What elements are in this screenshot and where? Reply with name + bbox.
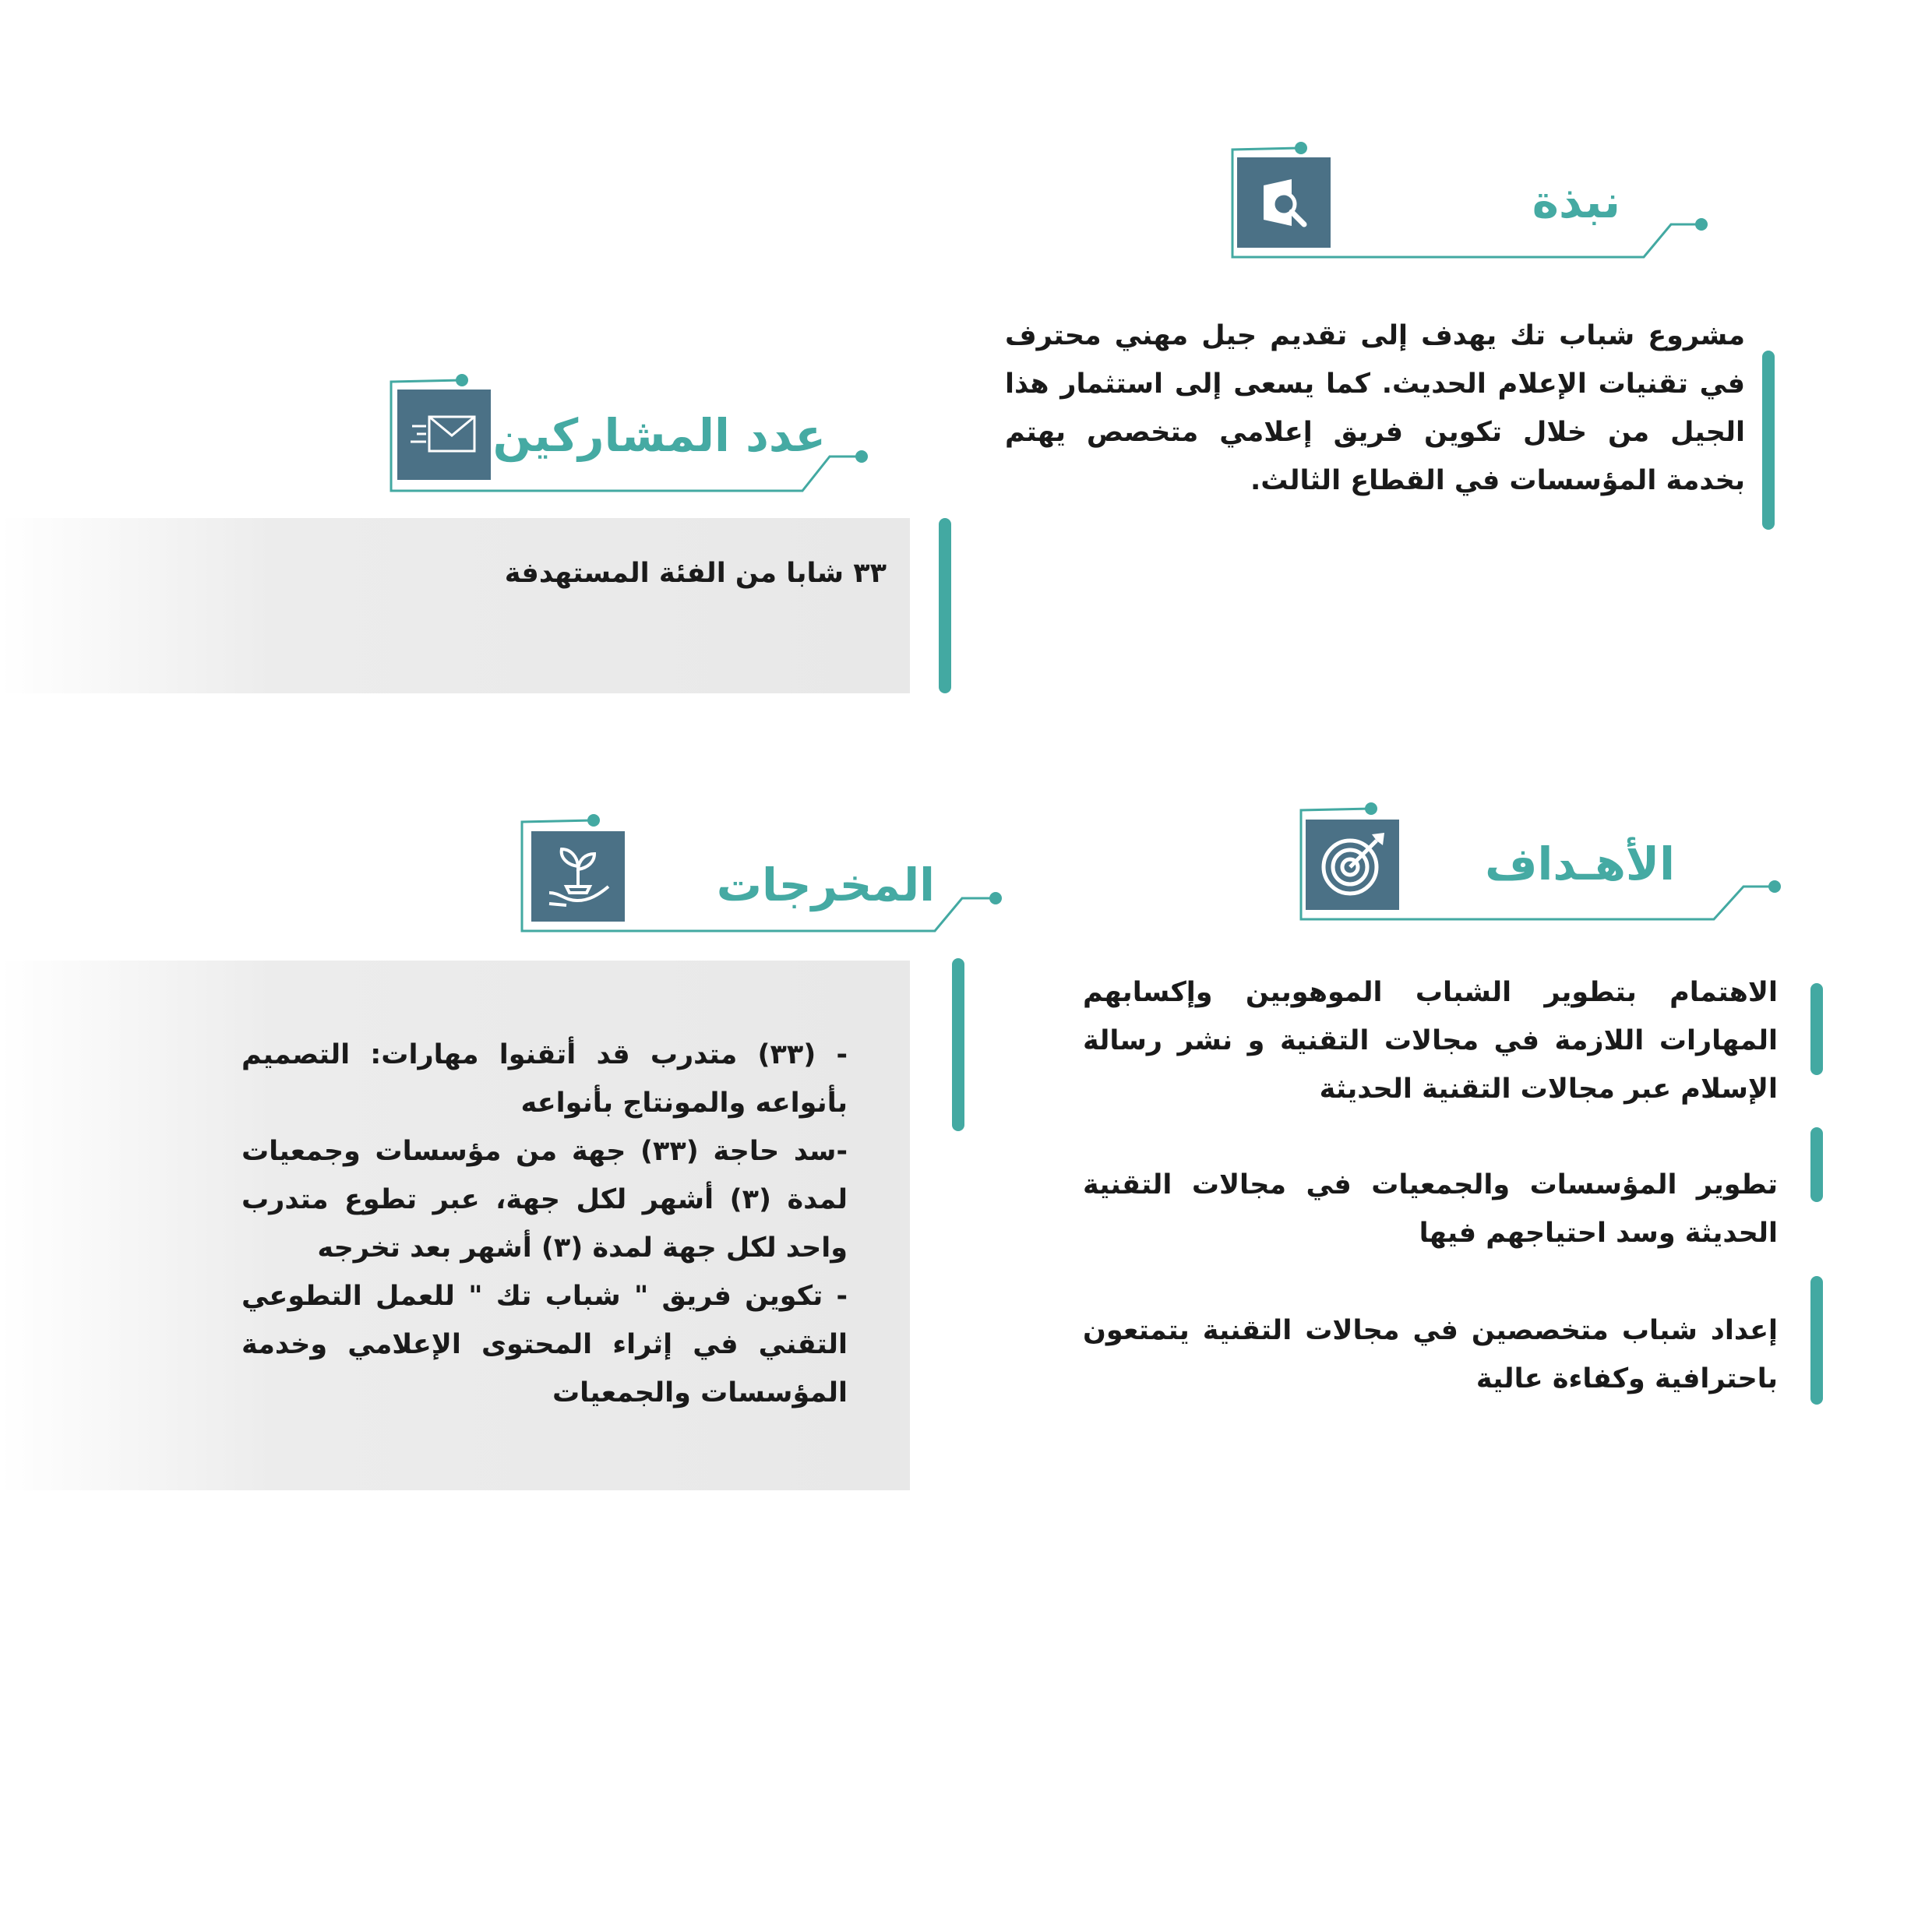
participants-header [382, 374, 880, 499]
outputs-item-2: -سد حاجة (٣٣) جهة من مؤسسات وجمعيات لمدة (٣) أشهر لكل جهة، عبر تطوع متدرب واحد لكل جهة لمدة (٣) أشهر بعد تخرجه [242, 1136, 848, 1264]
participants-accent-bar [939, 518, 951, 693]
plant-hand-icon [543, 841, 613, 911]
overview-header [1223, 140, 1722, 265]
goals-accent-bar-2 [1810, 1127, 1823, 1202]
goals-header [1293, 802, 1792, 927]
goals-icon-box [1306, 820, 1399, 910]
goals-accent-bar-1 [1810, 983, 1823, 1075]
goals-item-3: إعداد شباب متخصصين في مجالات التقنية يتمتعون باحترافية وكفاءة عالية [1083, 1315, 1778, 1394]
outputs-item-3: - تكوين فريق " شباب تك " للعمل التطوعي التقني في إثراء المحتوى الإعلامي وخدمة المؤسسات والجمعيات [242, 1281, 848, 1408]
participants-panel [0, 518, 910, 693]
goals-accent-bar-3 [1810, 1276, 1823, 1405]
outputs-icon-box [531, 831, 625, 922]
target-icon [1317, 830, 1387, 900]
outputs-header [514, 814, 1013, 939]
outputs-item-1: - (٣٣) متدرب قد أتقنوا مهارات: التصميم بأنواعه والمونتاج بأنواعه [242, 1039, 848, 1119]
goals-item-2: تطوير المؤسسات والجمعيات في مجالات التقنية الحديثة وسد احتياجهم فيها [1083, 1169, 1778, 1249]
outputs-accent-bar [952, 958, 964, 1131]
overview-title: نبذة [1532, 175, 1620, 228]
participants-text: ٣٣ شابا من الفئة المستهدفة [504, 558, 887, 589]
goals-title: الأهـداف [1485, 837, 1675, 890]
participants-title: عدد المشاركين [492, 409, 826, 462]
overview-icon-box [1237, 157, 1331, 248]
outputs-title: المخرجات [716, 858, 935, 911]
outputs-list [242, 1031, 848, 1417]
magnifier-icon [1253, 171, 1315, 234]
envelope-icon [409, 407, 479, 462]
overview-accent-bar [1762, 351, 1775, 530]
participants-icon-box [397, 390, 491, 480]
goals-item-1: الاهتمام بتطوير الشباب الموهوبين وإكسابهم المهارات اللازمة في مجالات التقنية و نشر رسالة الإسلام عبر مجالات التقنية الحديثة [1083, 977, 1778, 1105]
overview-text: مشروع شباب تك يهدف إلى تقديم جيل مهني محترف في تقنيات الإعلام الحديث. كما يسعى إلى استثمار هذا الجيل من خلال تكوين فريق إعلامي متخصص يهتم بخدمة المؤسسات في القطاع الثالث. [1005, 320, 1745, 496]
